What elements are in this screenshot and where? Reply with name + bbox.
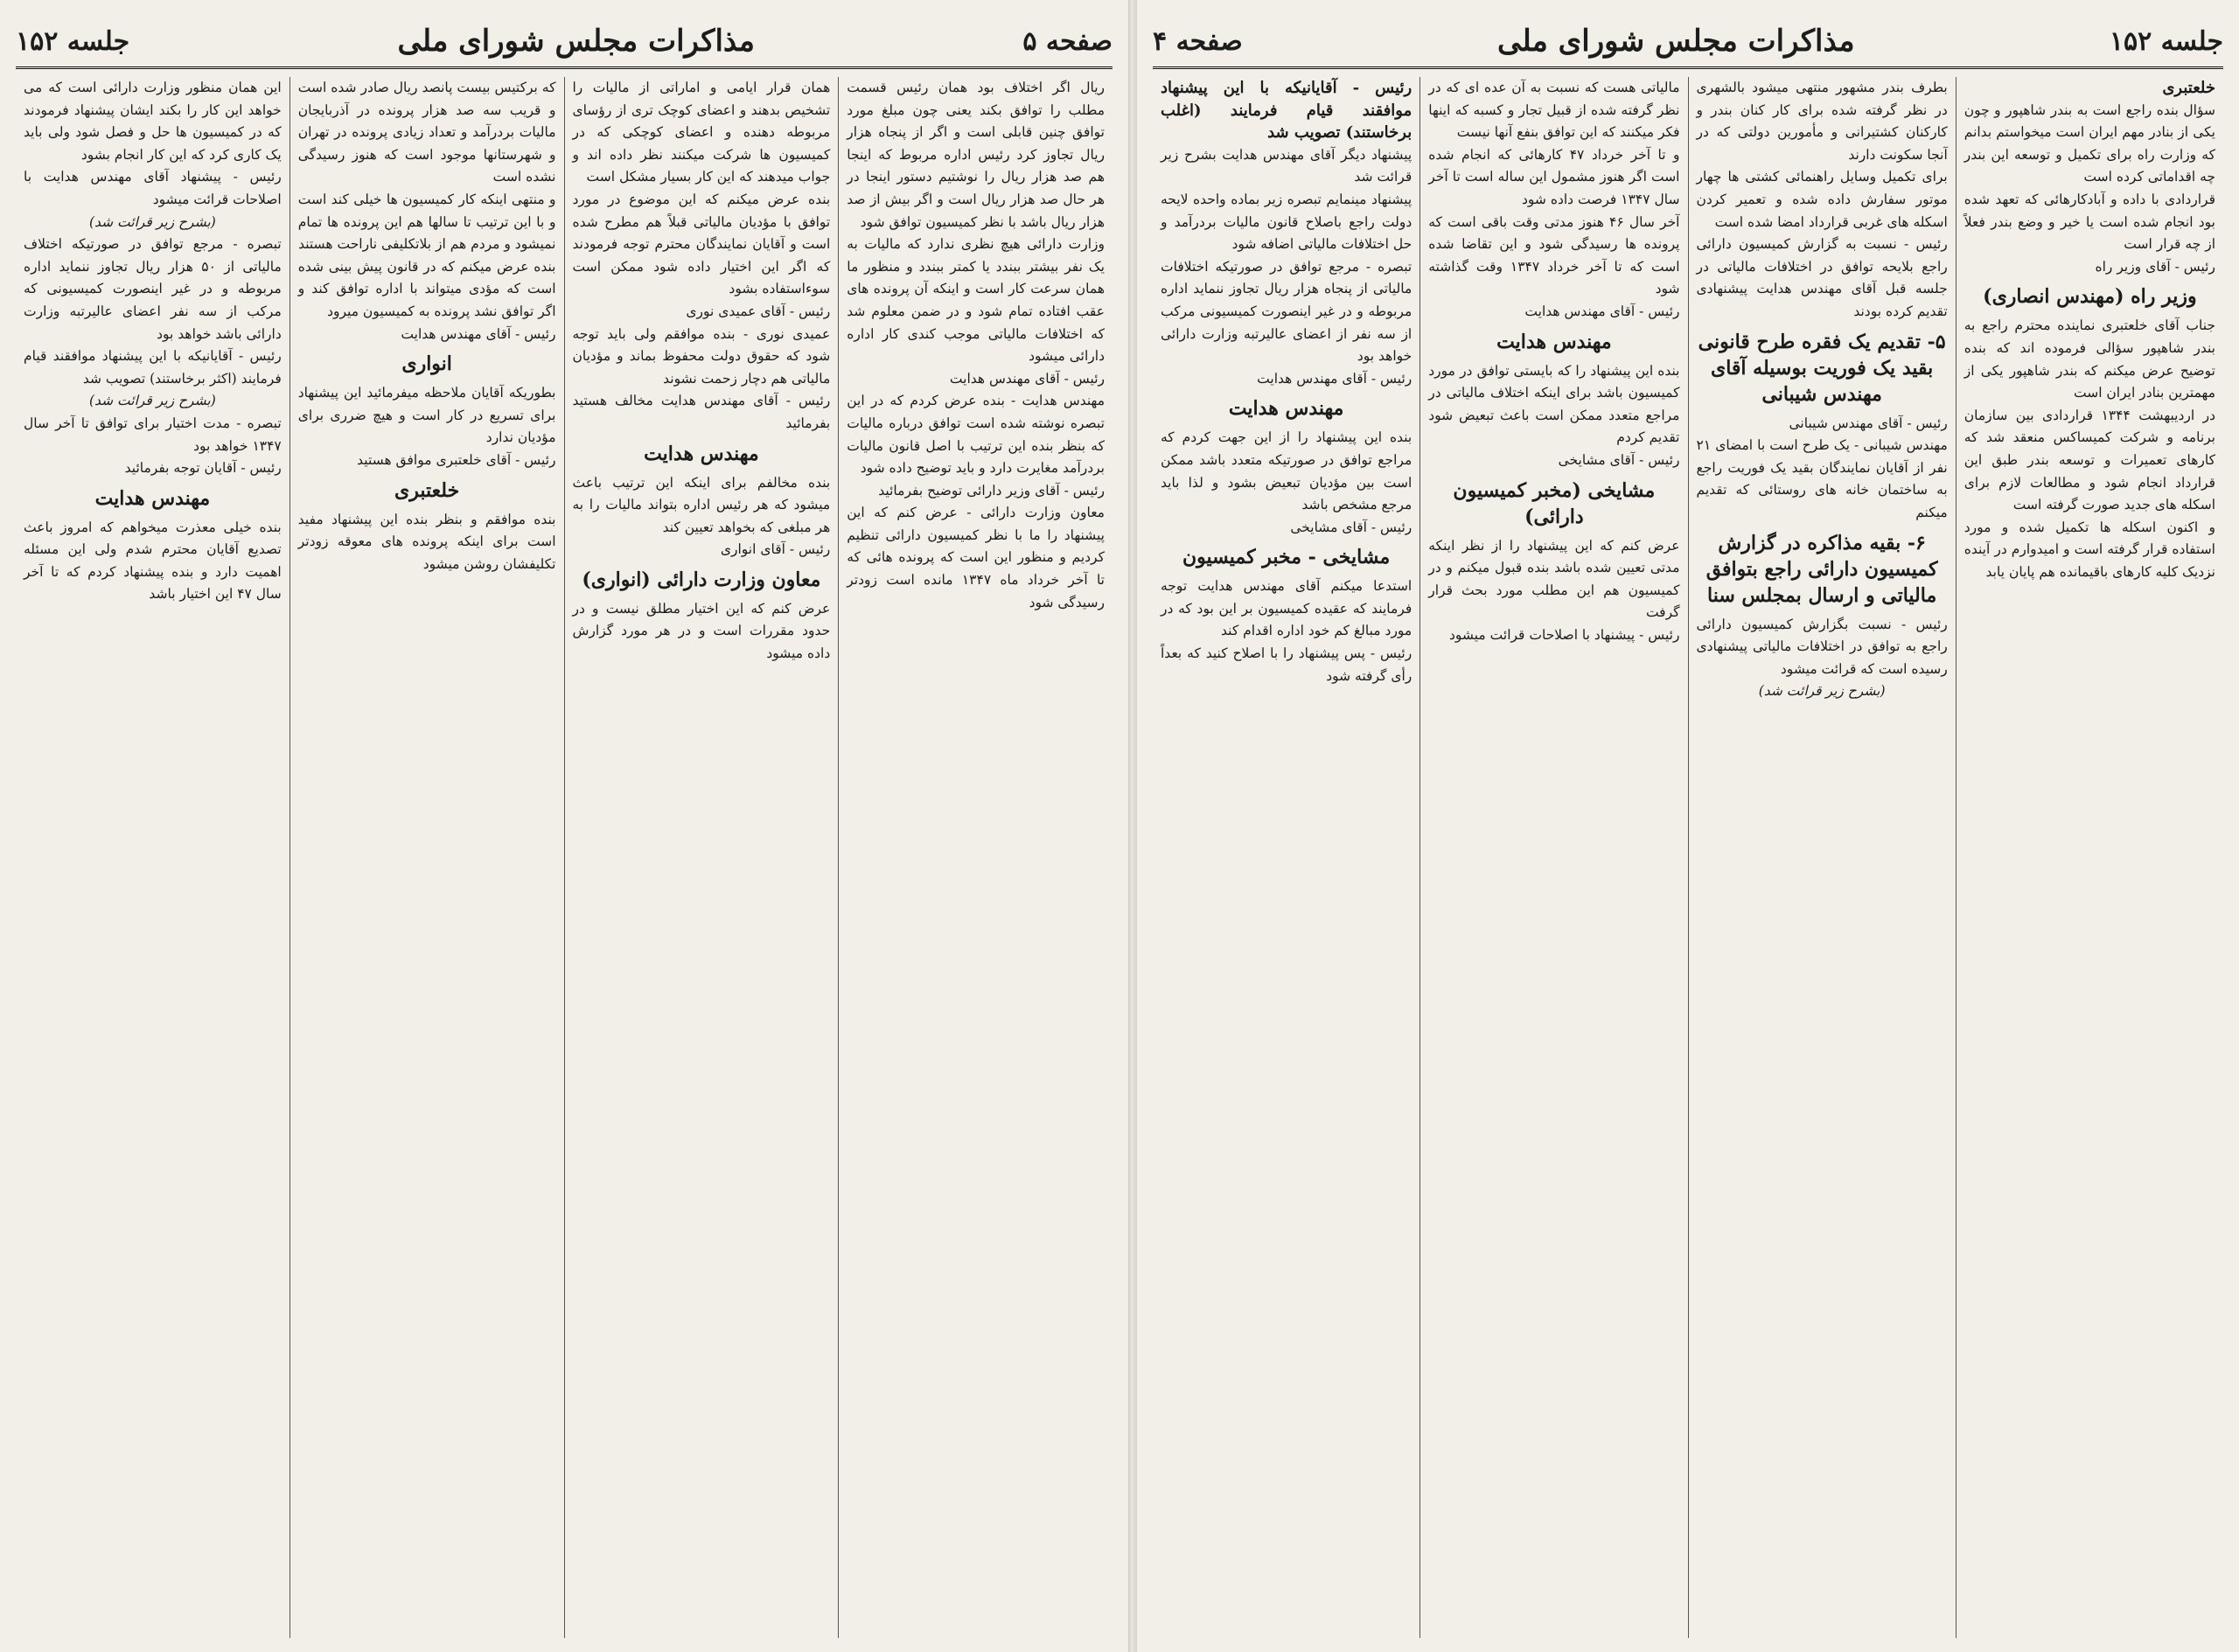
paragraph: رئیس - آقای وزیر راه	[2095, 258, 2215, 275]
paragraph: رئیس - آقای عمیدی نوری	[686, 303, 831, 319]
paragraph: رئیس - پیشنهاد آقای مهندس هدایت با اصلاحات قرائت میشود	[24, 169, 282, 207]
section-heading: معاون وزارت دارائی (انواری)	[582, 568, 821, 591]
paragraph: مالیاتی هست که نسبت به آن عده ای که در نظر گرفته شده از قبیل تجار و کسبه که اینها فکر میکنند که این توافق بنفع آنها نیست	[1428, 80, 1680, 141]
section-heading: ۶- بقیه مذاکره در گزارش کمیسیون دارائی راجع بتوافق مالیاتی و ارسال بمجلس سنا	[1705, 531, 1938, 607]
text-column	[289, 77, 564, 1638]
paragraph: رئیس - آقای خلعتبری موافق هستید	[357, 451, 556, 468]
paragraph: بنده مخالفم برای اینکه این ترتیب باعث میشود که هر رئیس اداره بتواند مالیات را به هر مبلغی که بخواهد تعیین کند	[572, 474, 831, 535]
paragraph: رئیس - آقای مشایخی	[1558, 451, 1680, 468]
speaker-line: خلعتبری	[2162, 79, 2215, 97]
page-right-columns	[1153, 77, 2223, 1638]
section-heading: مهندس هدایت	[1496, 330, 1612, 353]
paragraph: تبصره - مرجع توافق در صورتیکه اختلاف مالیاتی از ۵۰ هزار ریال تجاوز ننماید اداره مربوطه و در غیر اینصورت کمیسیونی که مرکب از سه نفر اعضای عالیرتبه وزارت دارائی باشد خواهد بود	[24, 236, 282, 342]
paragraph: رئیس - آقای مشایخی	[1290, 519, 1412, 535]
text-column	[16, 77, 289, 1638]
paragraph: پیشنهاد مینمایم تبصره زیر بماده واحده لایحه دولت راجع باصلاح قانون مالیات بردرآمد و حل اختلافات مالیاتی اضافه شود	[1161, 191, 1412, 253]
reading-note: (بشرح زیر قرائت شد)	[88, 213, 216, 230]
paragraph: بنده عرض میکنم که در قانون پیش بینی شده است که مؤدی میتواند با اداره توافق کند و اگر توافق نشد پرونده به کمیسیون میرود	[297, 258, 556, 319]
paragraph: رئیس - آقای مهندس شیبانی	[1789, 415, 1948, 431]
paragraph: وزارت دارائی هیچ نظری ندارد که مالیات به یک نفر بیشتر ببندد یا کمتر ببندد و منظور ما همان سرعت کار است و اینکه آن پرونده های عقب افتاده تمام شود و در ضمن معلوم شد که اختلافات مالیاتی موجب کندی کار اداره دارائی میشود	[847, 236, 1105, 365]
section-heading: خلعتبری	[394, 478, 460, 502]
paragraph: عرض کنم که این اختیار مطلق نیست و در حدود مقررات است و در هر مورد گزارش داده میشود	[572, 600, 831, 662]
page-right-header	[1153, 16, 2223, 69]
paragraph: رئیس - نسبت بگزارش کمیسیون دارائی راجع به توافق در اختلافات مالیاتی پیشنهادی رسیده است که قرائت میشود	[1696, 616, 1948, 677]
page-gutter	[1128, 0, 1137, 1652]
paragraph: تبصره - مرجع توافق در صورتیکه اختلافات مالیاتی از پنجاه هزار ریال تجاوز ننماید اداره مربوطه و در غیر اینصورت کمیسیونی مرکب از سه نفر از اعضای عالیرتبه وزارت دارائی خواهد بود	[1161, 258, 1412, 365]
text-column	[1956, 77, 2223, 1638]
paragraph: جناب آقای خلعتبری نماینده محترم راجع به بندر شاهپور سؤالی فرموده اند که بنده توضیح عرض میکنم که بندر شاهپور یکی از مهمترین بنادر ایران است	[1963, 317, 2215, 401]
page-right	[1137, 0, 2239, 1652]
paragraph: در اردیبهشت ۱۳۴۴ قراردادی بین سازمان برنامه و شرکت کمیساکس منعقد شد که کارهای تعمیرات و توسعه بندر طبق این قرارداد انجام شود و مطالعات لازم برای اسکله های جدید صورت گرفته است	[1963, 407, 2216, 513]
paragraph: رئیس - آقای انواری	[720, 541, 831, 558]
paragraph: که برکتیس بیست پانصد ریال صادر شده است و قریب سه صد هزار پرونده در آذربایجان مالیات بردرآمد و تعداد زیادی پرونده در تهران و شهرستانها موجود است که هنوز رسیدگی نشده است	[297, 80, 556, 185]
reading-note: (بشرح زیر قرائت شد)	[1758, 683, 1886, 700]
session-number: جلسه ۱۵۲	[2109, 25, 2223, 57]
paragraph: مهندس شیبانی - یک طرح است با امضای ۲۱ نفر از آقایان نمایندگان بقید یک فوریت راجع به ساختمان خانه های روستائی که تقدیم میکنم	[1696, 437, 1948, 520]
text-column	[1153, 77, 1419, 1638]
section-heading: مهندس هدایت	[94, 486, 211, 510]
paragraph: معاون وزارت دارائی - عرض کنم که این پیشنهاد را ما با نظر کمیسیون دارائی تنظیم کردیم و منظور این است که پرونده هائی که تا آخر خرداد ماه ۱۳۴۷ مانده است زودتر رسیدگی شود	[847, 505, 1105, 610]
text-column	[1419, 77, 1687, 1638]
paragraph: و منتهی اینکه کار کمیسیون ها خیلی کند است و با این ترتیب تا سالها هم این پرونده ها تمام نمیشود و مردم هم از بلاتکلیفی ناراحت هستند	[297, 191, 556, 253]
paragraph: ریال اگر اختلاف بود همان رئیس قسمت مطلب را توافق بکند یعنی چون مبلغ مورد توافق چنین قابلی است و اگر از پنجاه هزار ریال تجاوز کرد رئیس اداره مربوط که اینجا هم صد هزار ریال را نوشتیم دستور اینجا در هر حال صد هزار ریال است و اگر بیش از صد هزار ریال باشد با نظر کمیسیون توافق شود	[847, 80, 1105, 230]
section-heading: وزیر راه (مهندس انصاری)	[1983, 285, 2197, 309]
section-heading: مشایخی - مخبر کمیسیون	[1182, 546, 1391, 569]
paragraph: رئیس - آقایان توجه بفرمائید	[124, 460, 282, 477]
paragraph: پیشنهاد دیگر آقای مهندس هدایت بشرح زیر قرائت شد	[1161, 146, 1412, 185]
section-heading: مهندس هدایت	[1228, 397, 1344, 421]
paragraph: بنده این پیشنهاد را که بایستی توافق در مورد کمیسیون باشد برای اینکه اختلاف مالیاتی در مراجع متعدد ممکن است باعث تبعیض شود تقدیم کردم	[1428, 362, 1680, 446]
masthead-title: مذاکرات مجلس شورای ملی	[1497, 24, 1855, 59]
paragraph: رئیس - پس پیشنهاد را با اصلاح کنید که بعداً رأی گرفته شود	[1161, 645, 1412, 684]
section-heading: ۵- تقدیم یک فقره طرح قانونی بقید یک فوریت بوسیله آقای مهندس شیبانی	[1698, 330, 1946, 406]
paragraph: قراردادی با داده و آبادکارهائی که تعهد شده بود انجام شده است یا خیر و وضع بندر فعلاً از چه قرار است	[1963, 191, 2215, 253]
paragraph: برای تکمیل وسایل راهنمائی کشتی ها چهار موتور سفارش داده شده و تعمیر کردن اسکله های غربی قرارداد امضا شده است	[1696, 169, 1948, 230]
text-column	[838, 77, 1113, 1638]
paragraph: آخر سال ۴۶ هنوز مدتی وقت باقی است که پرونده ها رسیدگی شود و این تقاضا شده است که تا آخر خرداد ۱۳۴۷ وقت گذاشته شود	[1428, 213, 1680, 297]
paragraph: بنده عرض میکنم که این موضوع در مورد توافق با مؤدیان مالیاتی قبلاً هم مطرح شده است و آقایان نمایندگان محترم توجه فرمودند که اگر این اختیار داده شود ممکن است سوءاستفاده بشود	[572, 191, 831, 297]
paragraph: تبصره - مدت اختیار برای توافق تا آخر سال ۱۳۴۷ خواهد بود	[24, 415, 282, 454]
paragraph: سؤال بنده راجع است به بندر شاهپور و چون یکی از بنادر مهم ایران است میخواستم بدانم که وزارت راه برای تکمیل و توسعه این بندر چه اقداماتی کرده است	[1963, 101, 2215, 185]
masthead-title: مذاکرات مجلس شورای ملی	[397, 24, 755, 59]
paragraph: بطرف بندر مشهور منتهی میشود بالشهری در نظر گرفته شده برای کار کنان بندر و کارکنان کشتیرانی و مأمورین دولتی که در آنجا سکونت دارند	[1696, 80, 1948, 163]
paragraph: مهندس هدایت - بنده عرض کردم که در این تبصره نوشته شده است توافق درباره مالیات که بنظر بنده این ترتیب با اصل قانون مالیات بردرآمد مغایرت دارد و باید توضیح داده شود	[847, 393, 1105, 477]
speaker-line: رئیس - آقایانیکه با این پیشنهاد موافقند قیام فرمایند (اغلب برخاستند) تصویب شد	[1161, 79, 1412, 143]
paragraph: عمیدی نوری - بنده موافقم ولی باید توجه شود که حقوق دولت محفوظ بماند و مؤدیان مالیاتی هم دچار زحمت نشوند	[572, 325, 831, 387]
paragraph: استدعا میکنم آقای مهندس هدایت توجه فرمایند که عقیده کمیسیون بر این بود که در مورد مبالغ کم خود اداره اقدام کند	[1161, 578, 1412, 639]
paragraph: عرض کنم که این پیشنهاد را از نظر اینکه مدتی تعیین شده باشد بنده قبول میکنم و در کمیسیون هم این مطلب مورد بحث قرار گرفت	[1428, 537, 1680, 621]
text-column	[1688, 77, 1956, 1638]
paragraph: بطوریکه آقایان ملاحظه میفرمائید این پیشنهاد برای تسریع در کار است و هیچ ضرری برای مؤدیان ندارد	[297, 385, 556, 446]
paragraph: رئیس - آقای مهندس هدایت مخالف هستید بفرمائید	[572, 393, 831, 431]
paragraph: رئیس - آقای مهندس هدایت	[1257, 370, 1412, 387]
paragraph: این همان منظور وزارت دارائی است که می خواهد این کار را بکند ایشان پیشنهاد فرمودند که در کمیسیون ها حل و فصل شود ولی باید یک کاری کرد که این کار انجام بشود	[24, 80, 282, 163]
paragraph: رئیس - آقای مهندس هدایت	[949, 370, 1105, 387]
paragraph: و اکنون اسکله ها تکمیل شده و مورد استفاده قرار گرفته است و امیدوارم در آینده نزدیک کلیه کارهای باقیمانده هم پایان یابد	[1963, 519, 2215, 580]
session-number: جلسه ۱۵۲	[16, 25, 130, 57]
page-left-columns	[16, 77, 1113, 1638]
paragraph: رئیس - آقایانیکه با این پیشنهاد موافقند قیام فرمایند (اکثر برخاستند) تصویب شد	[24, 348, 282, 387]
paragraph: رئیس - آقای وزیر دارائی توضیح بفرمائید	[878, 482, 1105, 498]
paragraph: رئیس - آقای مهندس هدایت	[401, 325, 556, 342]
page-left-header	[16, 16, 1113, 69]
paragraph: بنده خیلی معذرت میخواهم که امروز باعث تصدیع آقایان محترم شدم ولی این مسئله اهمیت دارد و بنده پیشنهاد کردم که تا آخر سال ۴۷ این اختیار باشد	[24, 519, 282, 603]
paragraph: رئیس - آقای مهندس هدایت	[1524, 303, 1680, 319]
paragraph: همان قرار ایامی و اماراتی از مالیات را تشخیص بدهند و اعضای کوچک تری از رؤسای مربوطه دهنده و اعضای کوچکی که در کمیسیون ها شرکت میکنند نظر داده اند و جواب میدهند که این کار بسیار مشکل است	[572, 80, 831, 185]
text-column	[564, 77, 839, 1638]
page-number: صفحه ۴	[1153, 25, 1243, 57]
reading-note: (بشرح زیر قرائت شد)	[88, 393, 216, 409]
section-heading: مشایخی (مخبر کمیسیون دارائی)	[1453, 478, 1656, 528]
paragraph: و تا آخر خرداد ۴۷ کارهائی که انجام شده است اگر هنوز مشمول این ساله است تا آخر سال ۱۳۴۷ فرصت داده شود	[1428, 146, 1680, 207]
section-heading: مهندس هدایت	[644, 442, 759, 465]
paragraph: بنده موافقم و بنظر بنده این پیشنهاد مفید است برای اینکه پرونده های معوقه زودتر تکلیفشان روشن میشود	[297, 511, 556, 572]
paragraph: رئیس - نسبت به گزارش کمیسیون دارائی راجع بلایحه توافق در اختلافات مالیاتی در جلسه قبل آقای مهندس هدایت پیشنهادی تقدیم کرده بودند	[1696, 236, 1948, 319]
paragraph: بنده این پیشنهاد را از این جهت کردم که مراجع توافق در صورتیکه متعدد باشد ممکن است بین مؤدیان تبعیض بشود و لذا باید مرجع مشخص باشد	[1161, 429, 1412, 513]
page-number: صفحه ۵	[1022, 25, 1113, 57]
paragraph: رئیس - پیشنهاد با اصلاحات قرائت میشود	[1449, 626, 1680, 643]
section-heading: انواری	[401, 352, 452, 376]
